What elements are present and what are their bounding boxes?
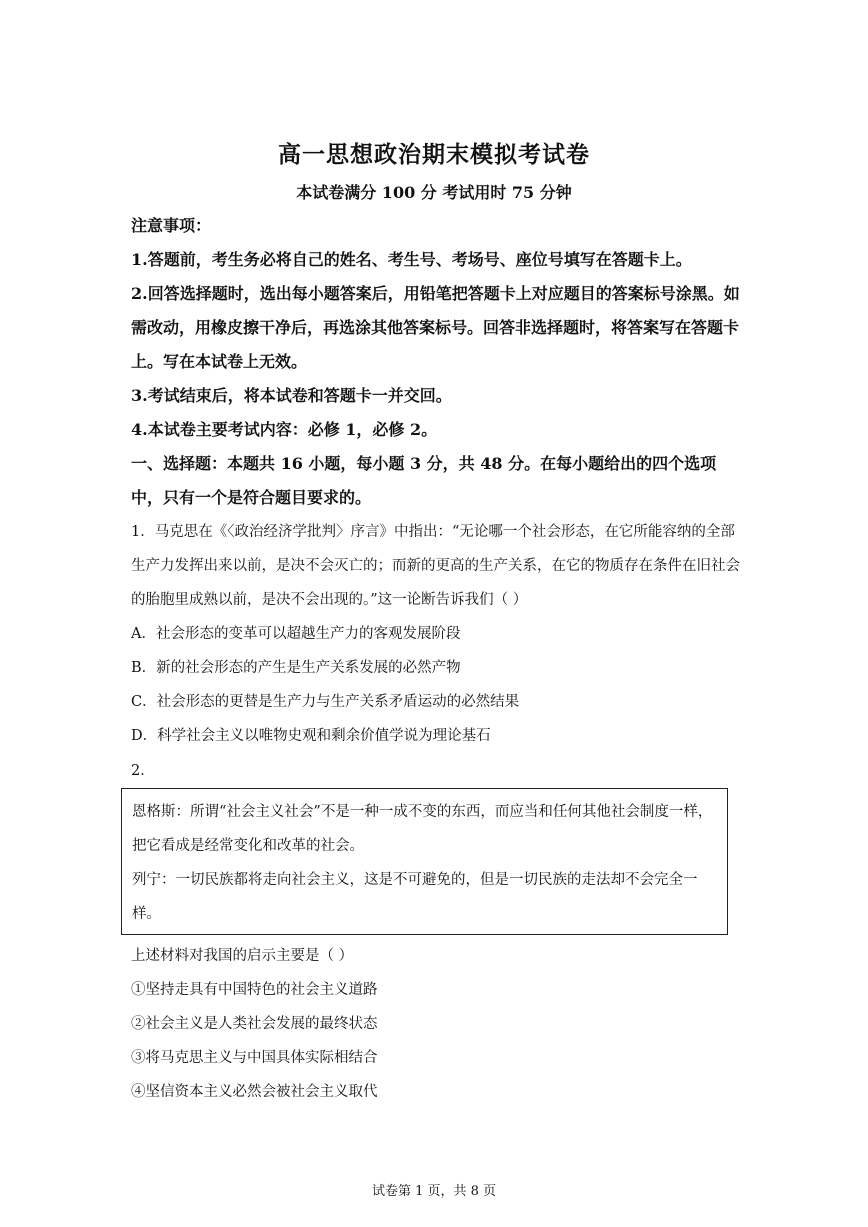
- question-1-option-c: C．社会形态的更替是生产力与生产关系矛盾运动的必然结果: [131, 694, 520, 710]
- question-1-option-d: D．科学社会主义以唯物史观和剩余价值学说为理论基石: [131, 728, 491, 744]
- notice-item: 1.答题前，考生务必将自己的姓名、考生号、考场号、座位号填写在答题卡上。: [131, 250, 692, 269]
- exam-subtitle: 本试卷满分 100 分 考试用时 75 分钟: [296, 183, 572, 202]
- question-1-stem: 1．马克思在《〈政治经济学批判〉序言》中指出：“无论哪一个社会形态，在它所能容纳的全部生产力发挥出来以前，是决不会灭亡的；而新的更高的生产关系，在它的物质存在条件在旧社会的胎胞里成熟以前，是决不会出现的。”这一论断告诉我们（ ）: [131, 524, 740, 608]
- quote-lenin: 列宁：一切民族都将走向社会主义，这是不可避免的，但是一切民族的走法却不会完全一样。: [132, 872, 698, 922]
- section-heading: 一、选择题：本题共 16 小题，每小题 3 分，共 48 分。在每小题给出的四个选项中，只有一个是符合题目要求的。: [131, 454, 717, 507]
- notice-heading: 注意事项：: [131, 216, 212, 235]
- question-2-option-1: ①坚持走具有中国特色的社会主义道路: [131, 982, 378, 998]
- question-2-quote-box: [121, 788, 728, 935]
- page-title: 高一思想政治期末模拟考试卷: [278, 141, 590, 168]
- question-1-option-a: A．社会形态的变革可以超越生产力的客观发展阶段: [131, 626, 461, 642]
- notice-item: 3.考试结束后，将本试卷和答题卡一并交回。: [131, 386, 452, 405]
- notice-item: 2.回答选择题时，选出每小题答案后，用铅笔把答题卡上对应题目的答案标号涂黑。如需改动，用橡皮擦干净后，再选涂其他答案标号。回答非选择题时，将答案写在答题卡上。写在本试卷上无效。: [131, 284, 740, 371]
- question-2-option-4: ④坚信资本主义必然会被社会主义取代: [131, 1084, 378, 1100]
- question-2-option-2: ②社会主义是人类社会发展的最终状态: [131, 1016, 378, 1032]
- question-2-number: 2．: [131, 763, 155, 779]
- notice-item: 4.本试卷主要考试内容：必修 1，必修 2。: [131, 420, 438, 439]
- question-1-option-b: B．新的社会形态的产生是生产关系发展的必然产物: [131, 660, 461, 676]
- quote-engels: 恩格斯：所谓“社会主义社会”不是一种一成不变的东西，而应当和任何其他社会制度一样，把它看成是经常变化和改革的社会。: [132, 804, 713, 854]
- question-2-option-3: ③将马克思主义与中国具体实际相结合: [131, 1050, 378, 1066]
- question-2-stem: 上述材料对我国的启示主要是（ ）: [131, 948, 354, 964]
- page-footer: 试卷第 1 页，共 8 页: [371, 1184, 497, 1199]
